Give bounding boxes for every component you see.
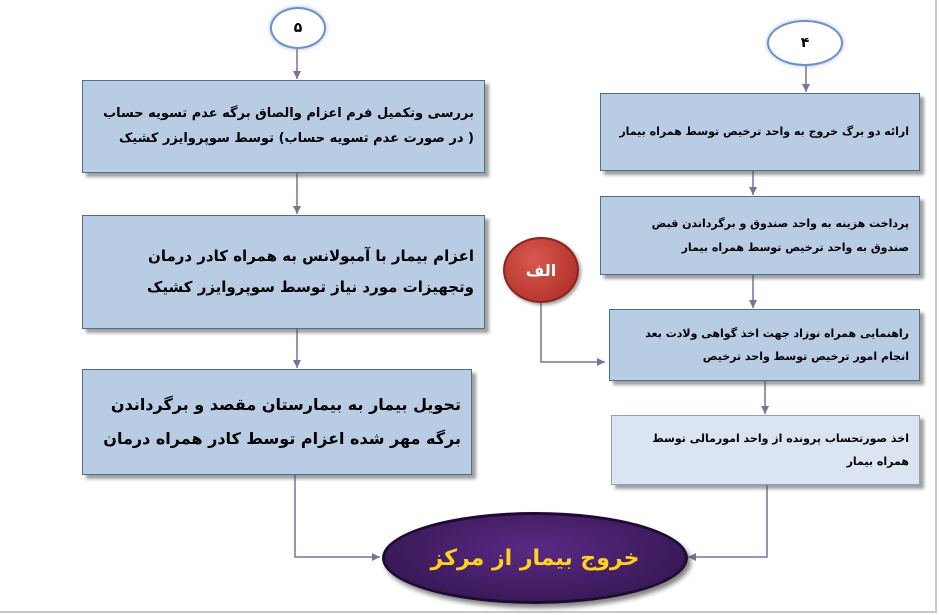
right-box-4-text: اخذ صورتحساب پرونده از واحد امورمالی توسط همراه بیمار xyxy=(652,431,909,468)
step-5-label: ۵ xyxy=(293,20,303,36)
right-box-1-text: ارائه دو برگ خروج به واحد ترخیص توسط همراه بیمار xyxy=(619,125,909,139)
right-box-4 xyxy=(611,415,920,485)
right-box-3 xyxy=(609,309,920,381)
alef-connector-circle xyxy=(503,237,579,303)
left-box-1-text: بررسی وتکمیل فرم اعزام والصاق برگه عدم تسویه حساب ( در صورت عدم تسویه حساب) توسط سوپروایزر کشیک xyxy=(103,105,474,146)
arrow-left-box-3-to-exit xyxy=(295,474,380,557)
exit-terminal-ellipse xyxy=(382,512,688,604)
left-box-3 xyxy=(82,369,472,475)
step-4-label: ۴ xyxy=(800,35,810,51)
right-box-1 xyxy=(600,93,920,171)
left-box-1 xyxy=(82,80,485,173)
step-5-circle xyxy=(270,7,326,49)
arrow-right-box-4-to-exit xyxy=(688,484,767,557)
left-box-2-text: اعزام بیمار با آمبولانس به همراه کادر درمان وتجهیزات مورد نیاز توسط سوپروایزر کشیک xyxy=(147,246,474,296)
left-box-3-text: تحویل بیمار به بیمارستان مقصد و برگرداندن برگه مهر شده اعزام توسط کادر همراه درمان xyxy=(103,395,461,448)
alef-label: الف xyxy=(525,260,557,280)
arrow-alef-to-right-box-3 xyxy=(541,303,605,362)
step-4-circle xyxy=(767,20,843,66)
right-box-2-text: پرداخت هزینه به واحد صندوق و برگرداندن قبض صندوق به واحد ترخیص توسط همراه بیمار xyxy=(651,217,909,254)
right-box-2 xyxy=(600,196,920,275)
left-box-2 xyxy=(82,215,485,329)
right-box-3-text: راهنمایی همراه نوزاد جهت اخذ گواهی ولادت بعد انجام امور ترخیص توسط واحد ترخیص xyxy=(645,326,909,363)
exit-label: خروج بیمار از مرکز xyxy=(430,545,640,571)
